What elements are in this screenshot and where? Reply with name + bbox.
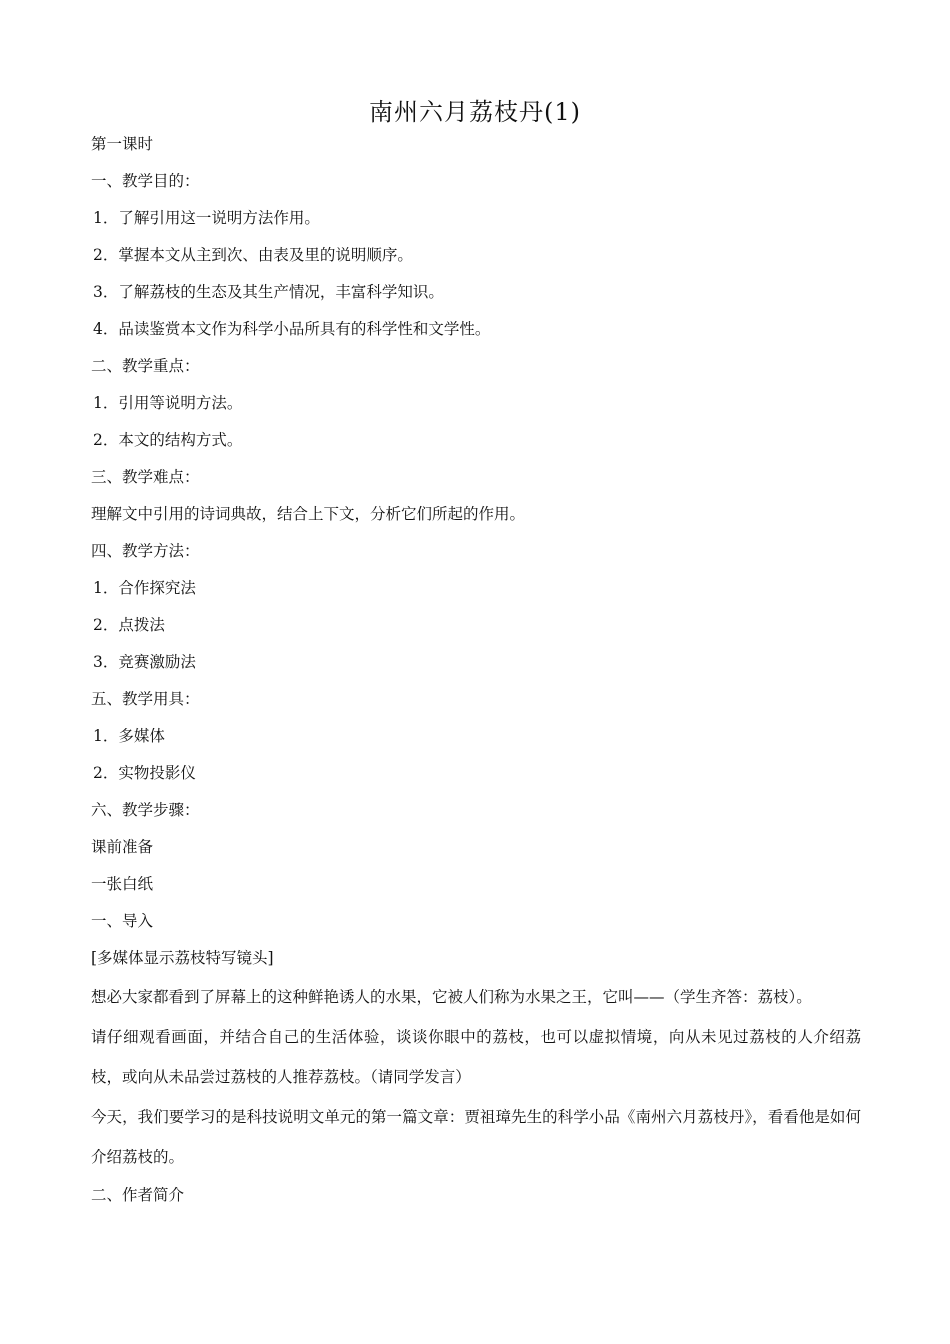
- section-heading: 二、作者简介: [91, 1186, 185, 1204]
- stage-direction: [多媒体显示荔枝特写镜头]: [91, 949, 274, 967]
- section-heading: 二、教学重点：: [91, 357, 200, 375]
- section-heading: 五、教学用具：: [91, 690, 200, 708]
- list-item: 2．掌握本文从主到次、由表及里的说明顺序。: [93, 246, 413, 264]
- paragraph: 想必大家都看到了屏幕上的这种鲜艳诱人的水果，它被人们称为水果之王，它叫——（学生齐答：荔枝）。: [91, 988, 812, 1006]
- body-text: 一张白纸: [91, 875, 154, 893]
- list-item: 3．了解荔枝的生态及其生产情况，丰富科学知识。: [93, 283, 444, 301]
- list-item: 2．点拨法: [93, 616, 165, 634]
- paragraph: 今天，我们要学习的是科技说明文单元的第一篇文章：贾祖璋先生的科学小品《南州六月荔枝丹》，看看他是如何介绍荔枝的。: [91, 1108, 861, 1166]
- section-heading: 一、教学目的：: [91, 172, 200, 190]
- list-item: 1．多媒体: [93, 727, 165, 745]
- list-item: 3．竞赛激励法: [93, 653, 196, 671]
- list-item: 1．合作探究法: [93, 579, 196, 597]
- list-item: 2．本文的结构方式。: [93, 431, 243, 449]
- section-heading: 三、教学难点：: [91, 468, 200, 486]
- body-text: 课前准备: [91, 838, 154, 856]
- section-heading: 一、导入: [91, 912, 154, 930]
- section-heading: 六、教学步骤：: [91, 801, 200, 819]
- paragraph: 请仔细观看画面，并结合自己的生活体验，谈谈你眼中的荔枝，也可以虚拟情境，向从未见过荔枝的人介绍荔枝，或向从未品尝过荔枝的人推荐荔枝。（请同学发言）: [91, 1028, 861, 1086]
- list-item: 1．了解引用这一说明方法作用。: [93, 209, 320, 227]
- body-text: 理解文中引用的诗词典故，结合上下文，分析它们所起的作用。: [91, 505, 526, 523]
- list-item: 2．实物投影仪: [93, 764, 196, 782]
- document-body: [91, 126, 861, 1214]
- lesson-label: 第一课时: [91, 135, 154, 153]
- section-heading: 四、教学方法：: [91, 542, 200, 560]
- list-item: 1．引用等说明方法。: [93, 394, 243, 412]
- document-title: 南州六月荔枝丹(1): [369, 98, 581, 126]
- list-item: 4．品读鉴赏本文作为科学小品所具有的科学性和文学性。: [93, 320, 491, 338]
